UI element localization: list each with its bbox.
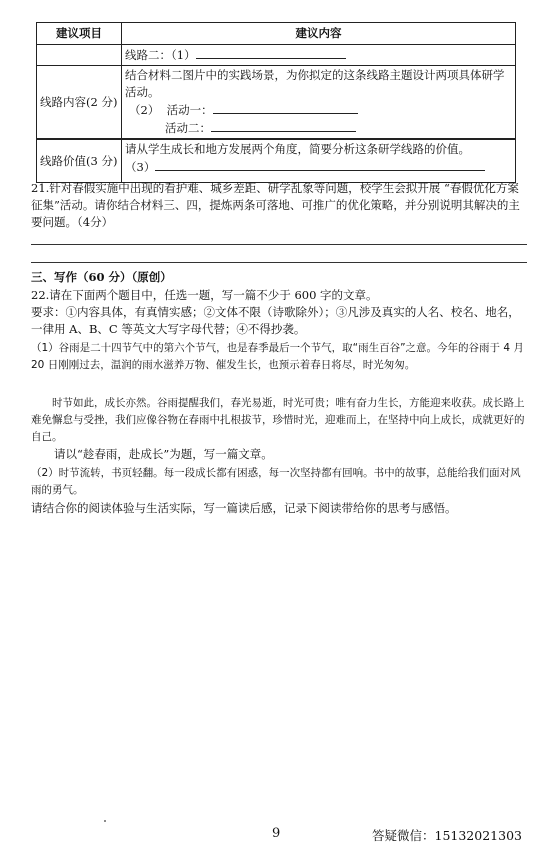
prompt-one-instruction: 请以“趁春雨，赴成长”为题，写一篇文章。 [54,447,273,461]
value-answer-blank[interactable] [155,158,485,171]
table-header-item: 建议项目 [37,23,122,45]
question-21: 21.针对春假实施中出现的看护难、城乡差距、研学乱象等问题，校学生会拟开展 “春假优化方案征集”活动。请你结合材料三、四，提炼两条可落地、可推广的优化策略，并分别说明其解决的主要问题。（4分） [31,181,520,229]
table-row-value [37,139,516,183]
value-answer [125,158,512,176]
contact-info: 答疑微信：15132021303 [372,828,522,843]
activity-two-blank[interactable] [211,119,356,132]
activity-one-blank[interactable] [213,101,358,114]
table-header-content: 建议内容 [122,23,516,45]
page-number: 9 [272,826,281,841]
content-instruction: 结合材料二图片中的实践场景，为你拟定的这条线路主题设计两项具体研学活动。 [125,68,505,99]
route-prefix: 线路二：（1） [125,48,196,62]
activity-one [125,101,512,119]
table-row-route [37,45,516,66]
value-q-number: （3） [125,160,156,174]
content-q-number: （2） [129,103,160,117]
prompt-two [31,465,527,499]
activity-two [125,119,512,137]
answer-line[interactable] [31,262,527,263]
table-row-content [37,66,516,140]
prompt-one [31,340,527,374]
answer-line[interactable] [31,244,527,245]
row-label-value: 线路价值(3 分) [37,139,122,183]
prompt-two-task [31,500,527,517]
table-cell-route [122,45,516,66]
prompt-one-intro: （1）谷雨是二十四节气中的第六个节气，也是春季最后一个节气，取“雨生百谷”之意。今年的谷雨于 4 月 20 日刚刚过去，温润的雨水滋养万物、催发生长，也预示着春日将尽，时光匆匆。 [31,342,524,371]
table-cell-content [122,66,516,140]
route-answer-blank[interactable] [196,46,346,59]
prompt-one-paragraph: 时节如此，成长亦然。谷雨提醒我们，春光易逝，时光可贵；唯有奋力生长，方能迎来收获。成长路上难免懈怠与受挫，我们应像谷物在春雨中扎根拔节，珍惜时光，迎难而上，在坚持中向上成长，成就更好的自己。 [31,397,525,443]
prompt-one-body [31,395,527,446]
suggestion-table [36,22,516,183]
q22-intro: 22.请在下面两个题目中，任选一题，写一篇不少于 600 字的文章。 [31,288,378,302]
table-cell-empty [37,45,122,66]
table-cell-value [122,139,516,183]
table-header-row [37,23,516,45]
section-title-writing: 三、写作（60 分）（原创） [31,270,172,284]
row-label-content: 线路内容(2 分) [37,66,122,140]
activity-two-label: 活动二： [165,121,211,135]
question-22 [31,287,527,338]
scan-dot [104,820,106,822]
prompt-two-instruction: 请结合你的阅读体验与生活实际，写一篇读后感，记录下阅读带给你的思考与感悟。 [31,501,457,515]
activity-one-label: 活动一： [166,103,213,117]
value-instruction: 请从学生成长和地方发展两个角度，简要分析这条研学线路的价值。 [125,142,470,156]
prompt-two-intro: （2）时节流转，书页轻翻。每一段成长都有困惑，每一次坚持都有回响。书中的故事，总能给我们面对风雨的勇气。 [31,467,521,496]
prompt-one-task [31,446,527,463]
q22-requirements: 要求：①内容具体，有真情实感；②文体不限（诗歌除外）；③凡涉及真实的人名、校名、地名，一律用 A、B、C 等英文大写字母代替；④不得抄袭。 [31,305,520,336]
